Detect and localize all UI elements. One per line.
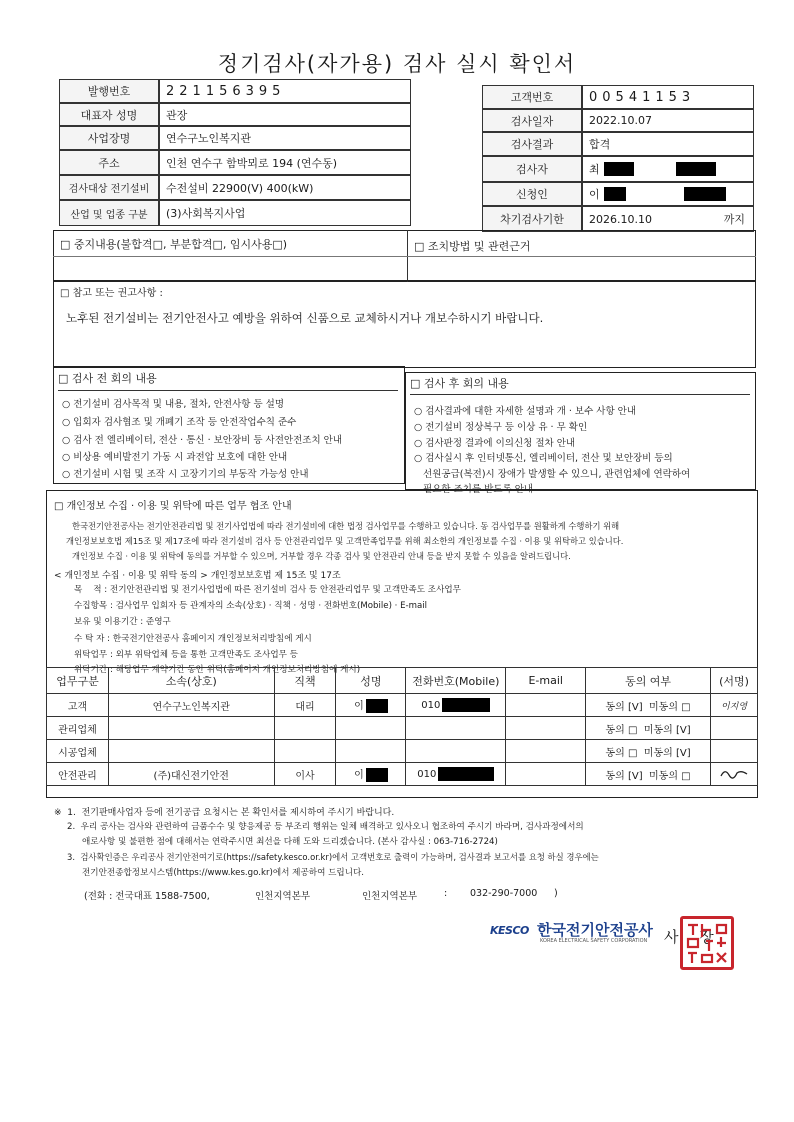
- row-consent: [586, 763, 711, 786]
- row-consent: [586, 694, 711, 717]
- row-phone: [406, 694, 506, 717]
- kesco-logo-sub: KOREA ELECTRICAL SAFETY CORPORATION: [540, 938, 648, 944]
- row-phone-text: 010: [421, 700, 441, 711]
- equipment-value: 수전설비 22900(V) 400(kW): [159, 175, 411, 200]
- inspector-label: 검사자: [482, 156, 582, 182]
- row-signature: [711, 740, 758, 763]
- applicant-value: [582, 182, 754, 206]
- after-item-4: ○ 검사실시 후 인터넷통신, 엘리베이터, 전산 및 보안장비 등의: [414, 453, 673, 464]
- row-name-text: 이: [354, 701, 364, 712]
- row-org: [108, 717, 274, 740]
- president-title: 사 장: [664, 928, 722, 946]
- privacy-line-task: 위탁업무 : 외부 위탁업체 등을 통한 고객만족도 조사업무 등: [74, 650, 298, 660]
- row-phone: [406, 740, 506, 763]
- applicant-name: 이: [589, 188, 600, 201]
- row-email: [506, 740, 586, 763]
- row-org: (주)대신전기안전: [108, 763, 274, 786]
- privacy-line-trustee: 수 탁 자 : 한국전기안전공사 홈페이지 개인정보처리방침에 게시: [74, 634, 312, 644]
- contact-phone: 032-290-7000: [470, 888, 538, 899]
- before-item-4: ○ 비상용 예비발전기 가동 시 과전압 보호에 대한 안내: [62, 452, 288, 463]
- before-item-3: ○ 검사 전 엘리베이터, 전산 · 통신 · 보안장비 등 사전안전조치 안내: [62, 435, 342, 446]
- agree-option: 동의 □: [605, 747, 638, 759]
- footer-note-3a: 3. 검사확인증은 우리공사 전기안전여기로(https://safety.kesco.or.kr)에서 고객번호로 출력이 가능하며, 검사결과 보고서를 요청 하실 경우에는: [67, 852, 599, 862]
- after-item-5: 선원공급(복전)시 장애가 발생할 수 있으니, 관련업체에 연락하여: [414, 469, 691, 480]
- applicant-signature-redaction: [684, 187, 726, 201]
- col-signature: (서명): [711, 668, 758, 694]
- disagree-option: 미동의 [V]: [643, 747, 691, 759]
- privacy-line-items: 수집항목 : 검사업무 입회자 등 관계자의 소속(상호) · 직책 · 성명 · 전화번호(Mobile) · E-mail: [74, 601, 428, 611]
- agree-option: 동의 [V]: [605, 770, 643, 782]
- row-org: 연수구노인복지관: [108, 694, 274, 717]
- next-inspection-date: 2026.10.10: [589, 212, 652, 226]
- row-name: [336, 717, 406, 740]
- contact-branch-2: 인천지역본부: [362, 891, 418, 902]
- footer-note-1: ※ 1. 전기판매사업자 등에 전기공급 요청시는 본 확인서를 제시하여 주시기 바랍니다.: [54, 808, 395, 818]
- contact-branch-1: 인천지역본부: [255, 891, 311, 902]
- business-name-value: 연수구노인복지관: [159, 126, 411, 150]
- table-row: [47, 694, 758, 717]
- table-row: [47, 763, 758, 786]
- row-phone: [406, 763, 506, 786]
- inspector-signature-redaction: [676, 162, 716, 176]
- row-consent: [586, 717, 711, 740]
- agree-option: 동의 □: [605, 724, 638, 736]
- name-redaction: [366, 699, 388, 713]
- after-item-1: ○ 검사결과에 대한 자세한 설명과 개 · 보수 사항 안내: [414, 406, 637, 417]
- privacy-line-period: 보유 및 이용기간 : 준영구: [74, 617, 171, 627]
- row-phone: [406, 717, 506, 740]
- representative-label: 대표자 성명: [59, 103, 159, 126]
- row-phone-text: 010: [417, 769, 437, 780]
- equipment-label: 검사대상 전기설비: [59, 175, 159, 200]
- disagree-option: 미동의 [V]: [643, 724, 691, 736]
- row-position: [274, 740, 336, 763]
- before-item-2: ○ 입회자 검사협조 및 개폐기 조작 등 안전작업수칙 준수: [62, 417, 297, 428]
- inspector-redaction: [604, 162, 634, 176]
- row-consent: [586, 740, 711, 763]
- footer-note-2a: 2. 우리 공사는 검사와 관련하여 금품수수 및 향응제공 등 부조리 행위는 일체 배격하고 있사오니 협조하여 주시기 바라며, 검사과정에서의: [67, 822, 584, 832]
- advice-text: 노후된 전기설비는 전기안전사고 예방을 위하여 신품으로 교체하시거나 개보수하시기 바랍니다.: [66, 311, 544, 325]
- phone-redaction: [442, 698, 490, 712]
- customer-number-value: 00541153: [582, 85, 754, 109]
- after-meeting-title: □ 검사 후 회의 내용: [410, 377, 509, 390]
- before-meeting-title: □ 검사 전 회의 내용: [58, 372, 157, 385]
- inspector-name: 최: [589, 163, 600, 176]
- col-position: 직책: [274, 668, 336, 694]
- col-consent: 동의 여부: [586, 668, 711, 694]
- applicant-redaction: [604, 187, 626, 201]
- row-signature: [711, 717, 758, 740]
- result-value: 합격: [582, 132, 754, 156]
- privacy-line-term: 위탁기간 : 해당업무 계약기간 동안 위탁(홈페이지 개인정보처리방침에 게시): [74, 665, 361, 675]
- kesco-logo-name: 한국전기안전공사: [537, 921, 653, 939]
- next-inspection-value: [582, 206, 754, 232]
- address-label: 주소: [59, 150, 159, 175]
- row-org: [108, 740, 274, 763]
- after-item-2: ○ 전기설비 정상복구 등 이상 유 · 무 확인: [414, 422, 588, 433]
- consent-header-row: [47, 668, 758, 694]
- consent-table: [46, 667, 758, 786]
- row-position: 이사: [274, 763, 336, 786]
- agree-option: 동의 [V]: [605, 701, 643, 713]
- applicant-label: 신청인: [482, 182, 582, 206]
- contact-separator: :: [444, 888, 448, 899]
- inspection-date-value: 2022.10.07: [582, 109, 754, 132]
- name-redaction: [366, 768, 388, 782]
- row-email: [506, 694, 586, 717]
- row-signature: 이지영: [711, 694, 758, 717]
- kesco-logo-mark: KESCO: [490, 924, 529, 937]
- row-type: 고객: [47, 694, 109, 717]
- business-name-label: 사업장명: [59, 126, 159, 150]
- col-email: E-mail: [506, 668, 586, 694]
- before-title-rule: [58, 390, 398, 391]
- footer-note-3b: 전기안전종합정보시스템(https://www.kes.go.kr)에서 제공하여 드립니다.: [82, 868, 365, 878]
- col-name: 성명: [336, 668, 406, 694]
- col-phone: 전화번호(Mobile): [406, 668, 506, 694]
- document-title: 정기검사(자가용) 검사 실시 확인서: [217, 52, 577, 76]
- privacy-para-3: 개인정보 수집 · 이용 및 위탁에 동의를 거부할 수 있으며, 거부할 경우 각종 검사 및 안전관리 안내 등을 받지 못할 수 있음을 알려드립니다.: [72, 551, 571, 561]
- inspection-date-label: 검사일자: [482, 109, 582, 132]
- row-email: [506, 763, 586, 786]
- next-inspection-suffix: 까지: [723, 213, 745, 226]
- row-name: [336, 740, 406, 763]
- representative-value: 관장: [159, 103, 411, 126]
- contact-close: ): [554, 888, 558, 899]
- row-name-text: 이: [354, 770, 364, 781]
- halt-measure-hline: [53, 256, 756, 257]
- seal-pattern-icon: [683, 919, 731, 967]
- phone-redaction: [438, 767, 494, 781]
- before-item-1: ○ 전기설비 검사목적 및 내용, 절차, 안전사항 등 설명: [62, 399, 285, 410]
- customer-number-label: 고객번호: [482, 85, 582, 109]
- privacy-para-2: 개인정보보호법 제15조 및 제17조에 따라 전기설비 검사 등 안전관리업무 및 고객만족업무를 위해 최소한의 개인정보를 수집 · 이용 및 위탁하고 있습니다.: [66, 536, 624, 546]
- row-name: [336, 763, 406, 786]
- address-value: 인천 연수구 함박뫼로 194 (연수동): [159, 150, 411, 175]
- handwritten-signature-icon: [719, 766, 749, 780]
- measure-label: □ 조치방법 및 관련근거: [414, 240, 531, 253]
- halt-label: □ 중지내용(불합격□, 부분합격□, 임시사용□): [60, 238, 288, 251]
- industry-label: 산업 및 업종 구분: [59, 200, 159, 226]
- row-type: 시공업체: [47, 740, 109, 763]
- footer-note-2b: 애로사항 및 불편한 점에 대해서는 연락주시면 최선을 다해 도와 드리겠습니다. (본사 감사실 : 063-716-2724): [82, 837, 498, 847]
- before-item-5: ○ 전기설비 시험 및 조작 시 고장기기의 부동작 가능성 안내: [62, 469, 309, 480]
- issue-number-value: 221156395: [159, 79, 411, 103]
- industry-value: (3)사회복지사업: [159, 200, 411, 226]
- official-seal-icon: [680, 916, 734, 970]
- result-label: 검사결과: [482, 132, 582, 156]
- row-position: 대리: [274, 694, 336, 717]
- row-name: [336, 694, 406, 717]
- inspector-value: [582, 156, 754, 182]
- privacy-title: □ 개인정보 수집 · 이용 및 위탁에 따른 업무 협조 안내: [54, 501, 292, 512]
- row-email: [506, 717, 586, 740]
- advice-label: □ 참고 또는 권고사항 :: [60, 288, 163, 299]
- disagree-option: 미동의 □: [649, 770, 691, 782]
- issue-number-label: 발행번호: [59, 79, 159, 103]
- row-position: [274, 717, 336, 740]
- col-organization: 소속(상호): [108, 668, 274, 694]
- row-type: 관리업체: [47, 717, 109, 740]
- table-row: [47, 717, 758, 740]
- after-item-6: 필요한 조치를 받도록 안내: [414, 484, 534, 495]
- row-signature: [711, 763, 758, 786]
- privacy-line-purpose: 목 적 : 전기안전관리법 및 전기사업법에 따른 전기설비 검사 등 안전관리업무 및 고객만족도 조사업무: [74, 585, 461, 595]
- next-inspection-label: 차기검사기한: [482, 206, 582, 232]
- contact-national: (전화 : 전국대표 1588-7500,: [84, 891, 210, 902]
- after-item-3: ○ 검사판정 결과에 이의신청 절차 안내: [414, 438, 576, 449]
- after-title-rule: [410, 394, 750, 395]
- row-type: 안전관리: [47, 763, 109, 786]
- table-row: [47, 740, 758, 763]
- disagree-option: 미동의 □: [649, 701, 691, 713]
- privacy-para-1: 한국전기안전공사는 전기안전관리법 및 전기사업법에 따라 전기설비에 대한 법정 검사업무를 수행하고 있습니다. 동 검사업무를 원활하게 수행하기 위해: [72, 521, 620, 531]
- col-work-type: 업무구분: [47, 668, 109, 694]
- privacy-basis: < 개인정보 수집 · 이용 및 위탁 동의 > 개인정보보호법 제 15조 및 17조: [54, 571, 341, 581]
